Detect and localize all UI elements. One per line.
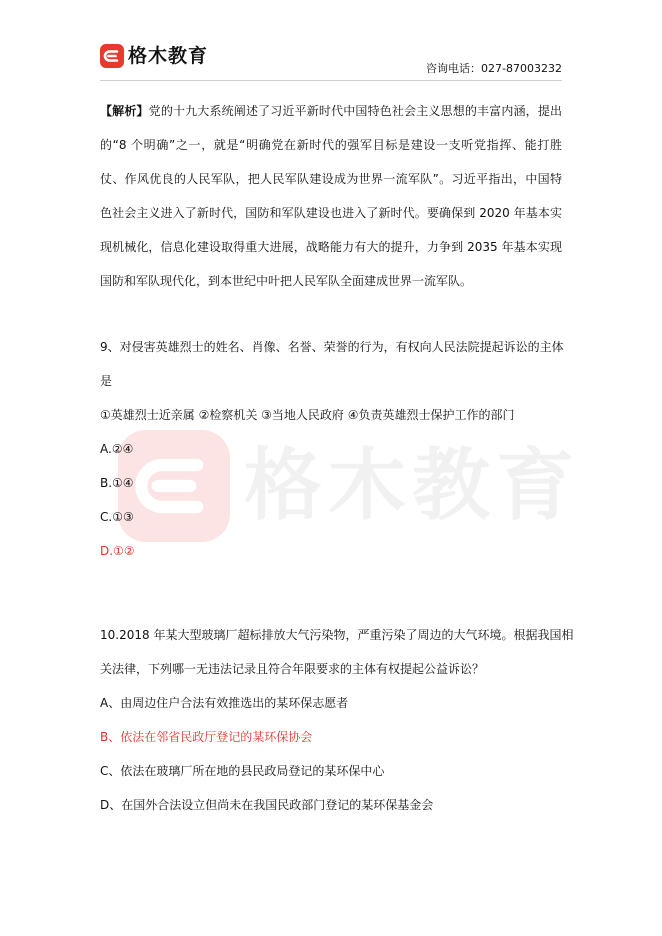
question-9-items: ①英雄烈士近亲属 ②检察机关 ③当地人民政府 ④负责英雄烈士保护工作的部门 (100, 408, 515, 422)
question-9-option-c: C.①③ (100, 510, 134, 524)
header-divider (100, 80, 562, 81)
brand-logo (100, 44, 208, 68)
question-9-stem: 9、对侵害英雄烈士的姓名、肖像、名誉、荣誉的行为，有权向人民法院提起诉讼的主体 (100, 340, 564, 354)
logo-text: 格木教育 (128, 45, 209, 67)
spacer (100, 568, 562, 618)
question-10-stem-cont: 关法律，下列哪一无违法记录且符合年限要求的主体有权提起公益诉讼？ (100, 662, 485, 676)
question-9-option-b: B.①④ (100, 476, 134, 490)
spacer (100, 298, 562, 330)
question-9-stem-cont: 是 (100, 374, 113, 388)
analysis-paragraph (100, 94, 562, 298)
question-9 (100, 330, 562, 568)
document-body (100, 94, 574, 822)
question-10-option-b-answer: B、依法在邻省民政厅登记的某环保协会 (100, 730, 313, 744)
question-10-stem: 10.2018 年某大型玻璃厂超标排放大气污染物，严重污染了周边的大气环境。根据我国相 (100, 628, 574, 642)
question-9-option-a: A.②④ (100, 442, 134, 456)
question-10 (100, 618, 574, 822)
watermark-text: 格木教育 (244, 441, 581, 531)
question-9-option-d-answer: D.①② (100, 544, 135, 558)
question-10-option-c: C、依法在玻璃厂所在地的县民政局登记的某环保中心 (100, 764, 385, 778)
question-10-option-d: D、在国外合法设立但尚未在我国民政部门登记的某环保基金会 (100, 798, 434, 812)
analysis-label: 【解析】 (100, 104, 149, 118)
logo-e-icon (100, 44, 124, 68)
question-10-option-a: A、由周边住户合法有效推选出的某环保志愿者 (100, 696, 349, 710)
analysis-text: 党的十九大系统阐述了习近平新时代中国特色社会主义思想的丰富内涵，提出的“8 个明确”之一，就是“明确党在新时代的强军目标是建设一支听党指挥、能打胜仗、作风优良的人民军队，把人民军队建设成为世界一流军队”。习近平指出，中国特色社会主义进入了新时代，国防和军队建设也进入了新时代。要确保到 2020 年基本实现机械化，信息化建设取得重大进展，战略能力有大的提升，力争到 2035 年基本实现国防和军队现代化，到本世纪中叶把人民军队全面建成世界一流军队。 (100, 104, 562, 288)
contact-phone: 咨询电话：027-87003232 (426, 62, 562, 75)
page-header (0, 0, 662, 86)
